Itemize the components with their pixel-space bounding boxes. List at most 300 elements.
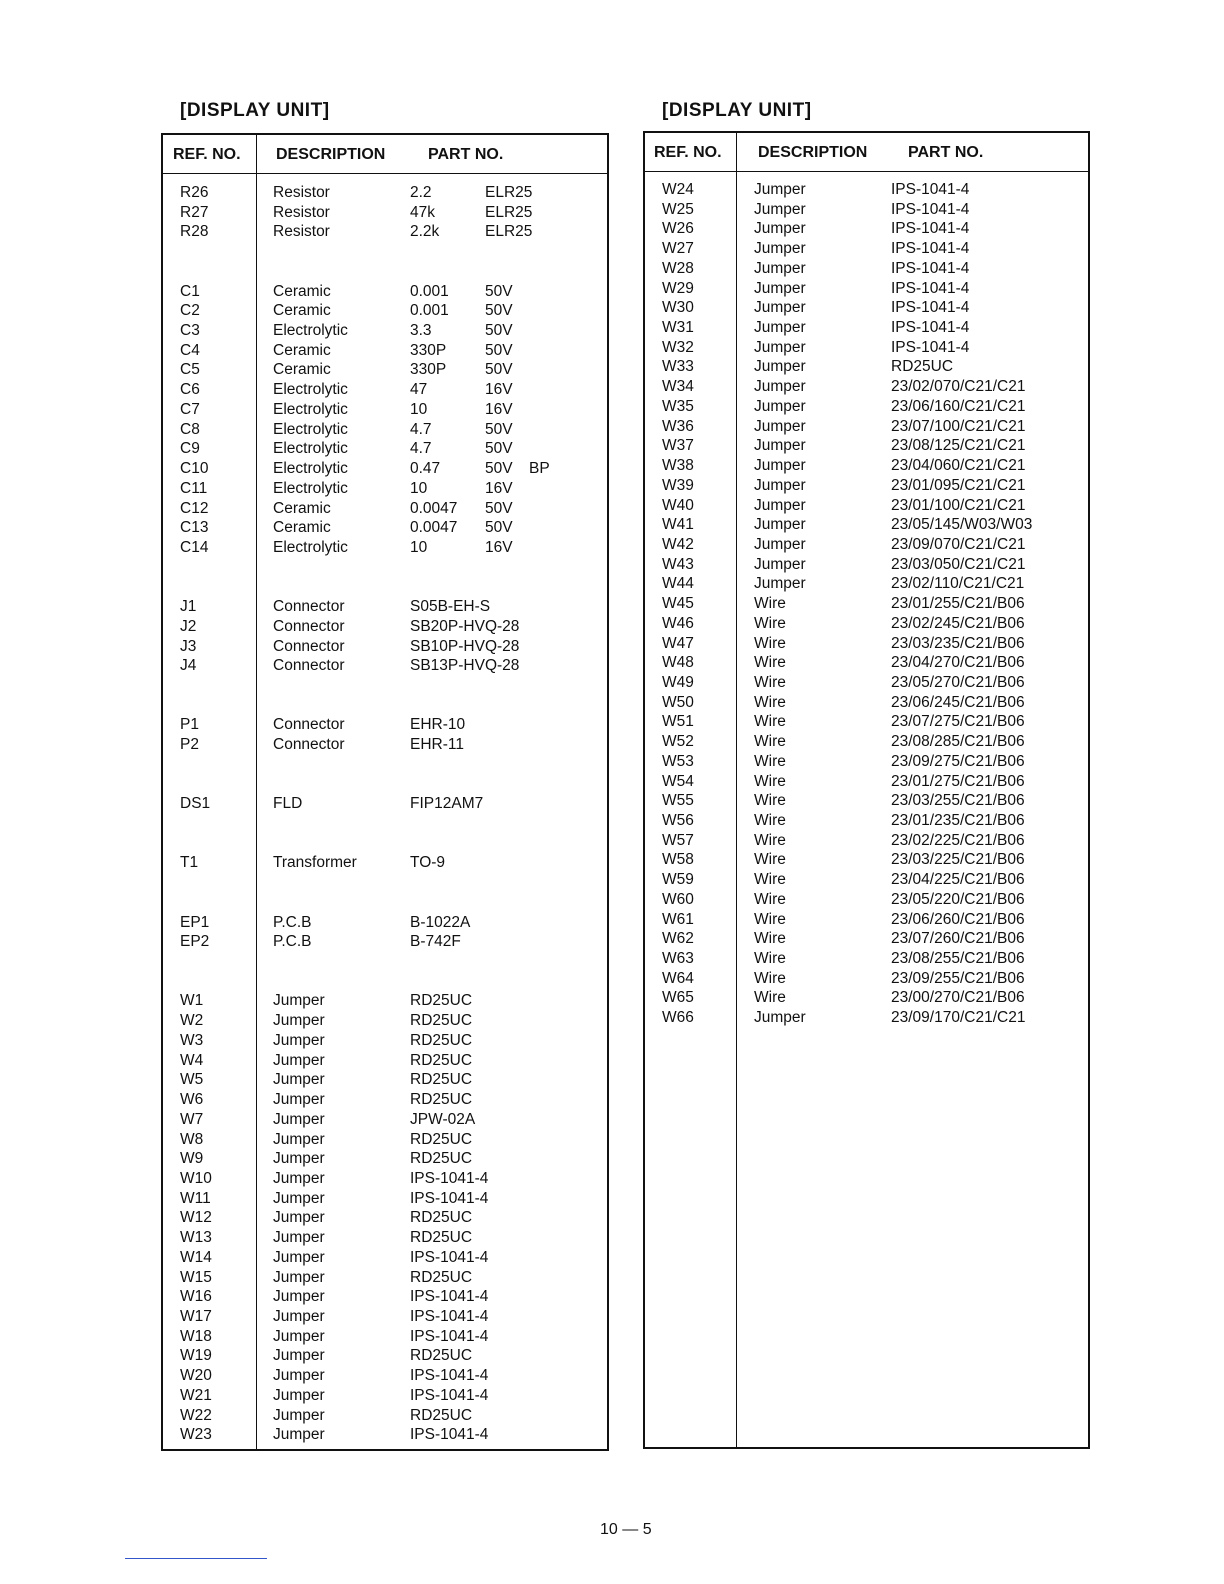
rating-cell: 50V (485, 420, 513, 438)
desc-cell: Jumper (754, 535, 806, 553)
ref-cell: C8 (180, 420, 200, 438)
table-row (163, 814, 607, 834)
desc-cell: Jumper (273, 1386, 325, 1404)
table-row (645, 791, 1088, 811)
desc-cell: Jumper (754, 496, 806, 514)
ref-cell: C2 (180, 302, 200, 320)
table-row (645, 476, 1088, 496)
table-row (163, 1406, 607, 1426)
table-row (163, 794, 607, 814)
table-row (645, 732, 1088, 752)
part-cell: 23/09/275/C21/B06 (891, 752, 1025, 770)
part-cell: 23/02/225/C21/B06 (891, 831, 1025, 849)
desc-cell: Jumper (754, 279, 806, 297)
note-cell: BP (529, 460, 550, 478)
desc-cell: Connector (273, 716, 345, 734)
ref-cell: W12 (180, 1209, 212, 1227)
table-row (645, 614, 1088, 634)
part-cell: 23/04/270/C21/B06 (891, 654, 1025, 672)
table-row (645, 555, 1088, 575)
table-row (163, 282, 607, 302)
value-cell: RD25UC (410, 1268, 473, 1286)
desc-cell: Wire (754, 693, 786, 711)
part-cell: 23/01/235/C21/B06 (891, 812, 1025, 829)
part-cell: 23/01/100/C21/C21 (891, 496, 1026, 514)
left-header-divider (163, 173, 607, 174)
value-cell: 4.7 (410, 420, 432, 438)
table-row (163, 577, 607, 597)
value-cell: IPS-1041-4 (410, 1307, 489, 1325)
desc-cell: Jumper (273, 1071, 325, 1089)
ref-cell: C10 (180, 460, 209, 478)
table-row (645, 988, 1088, 1008)
desc-cell: Wire (754, 812, 786, 829)
ref-cell: W46 (662, 614, 694, 632)
part-cell: 23/00/270/C21/B06 (891, 989, 1025, 1007)
ref-cell: W51 (662, 713, 694, 731)
value-cell: B-742F (410, 933, 461, 951)
desc-cell: Jumper (273, 1367, 325, 1385)
part-cell: 23/01/255/C21/B06 (891, 595, 1025, 613)
table-row (163, 637, 607, 657)
left-section-title: [DISPLAY UNIT] (180, 100, 330, 121)
ref-cell: W48 (662, 654, 694, 672)
value-cell: RD25UC (410, 992, 473, 1010)
ref-cell: W49 (662, 673, 694, 691)
table-row (163, 518, 607, 538)
ref-cell: W7 (180, 1110, 204, 1128)
desc-cell: Jumper (273, 1209, 325, 1227)
ref-cell: W14 (180, 1248, 212, 1266)
ref-cell: W15 (180, 1268, 212, 1286)
ref-cell: W34 (662, 378, 694, 396)
left-header-desc: DESCRIPTION (276, 146, 386, 163)
part-cell: 23/09/070/C21/C21 (891, 535, 1026, 553)
desc-cell: Electrolytic (273, 381, 348, 399)
table-row (163, 301, 607, 321)
desc-cell: Jumper (273, 1426, 325, 1444)
desc-cell: P.C.B (273, 933, 312, 951)
desc-cell: Transformer (273, 854, 357, 872)
desc-cell: Jumper (754, 417, 806, 435)
value-cell: TO-9 (410, 854, 446, 872)
table-row (163, 420, 607, 440)
part-cell: 23/08/125/C21/C21 (891, 437, 1026, 455)
desc-cell: Wire (754, 890, 786, 908)
rating-cell: 50V (485, 460, 513, 478)
desc-cell: Jumper (754, 220, 806, 238)
part-cell: 23/02/070/C21/C21 (891, 378, 1026, 396)
value-cell: 10 (410, 400, 428, 418)
ref-cell: J3 (180, 637, 197, 655)
ref-cell: W2 (180, 1012, 204, 1030)
table-row (645, 180, 1088, 200)
part-cell: 23/08/255/C21/B06 (891, 950, 1025, 968)
table-row (645, 298, 1088, 318)
ref-cell: W20 (180, 1367, 212, 1385)
table-row (163, 991, 607, 1011)
value-cell: 0.47 (410, 460, 441, 478)
value-cell: RD25UC (410, 1406, 473, 1424)
ref-cell: W43 (662, 555, 694, 573)
ref-cell: W24 (662, 181, 694, 198)
value-cell: IPS-1041-4 (410, 1189, 489, 1207)
table-row (163, 1011, 607, 1031)
value-cell: 10 (410, 538, 428, 556)
ref-cell: C4 (180, 341, 200, 359)
value-cell: SB13P-HVQ-28 (410, 657, 520, 675)
table-row (163, 558, 607, 578)
part-cell: 23/06/260/C21/B06 (891, 910, 1025, 928)
table-row (645, 200, 1088, 220)
value-cell: B-1022A (410, 913, 471, 931)
part-cell: IPS-1041-4 (891, 240, 970, 258)
value-cell: 3.3 (410, 322, 432, 340)
ref-cell: W58 (662, 851, 694, 869)
desc-cell: Ceramic (273, 519, 331, 537)
desc-cell: Electrolytic (273, 420, 348, 438)
table-row (645, 772, 1088, 792)
ref-cell: W6 (180, 1091, 204, 1109)
table-row (163, 262, 607, 282)
desc-cell: Wire (754, 772, 786, 790)
table-row (645, 496, 1088, 516)
rating-cell: 50V (485, 519, 513, 537)
table-row (163, 538, 607, 558)
desc-cell: Resistor (273, 223, 330, 241)
desc-cell: Wire (754, 713, 786, 731)
table-row (163, 1287, 607, 1307)
desc-cell: Electrolytic (273, 479, 348, 497)
part-cell: 23/06/160/C21/C21 (891, 397, 1026, 415)
table-row (163, 499, 607, 519)
part-cell: 23/04/060/C21/C21 (891, 457, 1026, 475)
rating-cell: 50V (485, 302, 513, 320)
table-row (163, 1070, 607, 1090)
value-cell: 47 (410, 381, 428, 399)
table-row (163, 1248, 607, 1268)
page-number: 10 — 5 (600, 1521, 652, 1538)
table-row (163, 715, 607, 735)
desc-cell: Electrolytic (273, 460, 348, 478)
right-rows (645, 180, 1088, 1028)
table-row (163, 439, 607, 459)
desc-cell: Jumper (754, 378, 806, 396)
rating-cell: 16V (485, 381, 513, 399)
ref-cell: W4 (180, 1051, 204, 1069)
part-cell: 23/09/170/C21/C21 (891, 1009, 1026, 1027)
table-row (645, 811, 1088, 831)
table-row (163, 873, 607, 893)
right-header-ref: REF. NO. (654, 144, 722, 161)
ref-cell: C11 (180, 479, 208, 497)
ref-cell: C6 (180, 381, 200, 399)
part-cell: 23/09/255/C21/B06 (891, 969, 1025, 987)
value-cell: RD25UC (410, 1347, 473, 1365)
desc-cell: Wire (754, 595, 786, 613)
table-row (163, 1051, 607, 1071)
table-row (645, 752, 1088, 772)
left-rows (163, 183, 607, 1445)
desc-cell: Electrolytic (273, 440, 348, 458)
desc-cell: Jumper (273, 1169, 325, 1187)
part-cell: 23/08/285/C21/B06 (891, 733, 1025, 751)
ref-cell: W57 (662, 831, 694, 849)
table-row (645, 890, 1088, 910)
table-row (645, 417, 1088, 437)
desc-cell: FLD (273, 795, 303, 813)
desc-cell: Jumper (273, 992, 325, 1010)
table-row (163, 222, 607, 242)
value-cell: 330P (410, 361, 447, 379)
desc-cell: Wire (754, 634, 786, 652)
desc-cell: Connector (273, 637, 345, 655)
table-row (163, 755, 607, 775)
rating-cell: 16V (485, 400, 513, 418)
ref-cell: DS1 (180, 795, 211, 813)
rating-cell: ELR25 (485, 184, 533, 201)
desc-cell: Ceramic (273, 302, 331, 320)
table-row (645, 870, 1088, 890)
rating-cell: 50V (485, 361, 513, 379)
part-cell: 23/04/225/C21/B06 (891, 871, 1025, 889)
ref-cell: W22 (180, 1406, 212, 1424)
desc-cell: Jumper (754, 358, 806, 376)
desc-cell: Ceramic (273, 499, 331, 517)
ref-cell: W35 (662, 397, 694, 415)
table-row (645, 259, 1088, 279)
part-cell: 23/01/275/C21/B06 (891, 772, 1025, 790)
ref-cell: C14 (180, 538, 209, 556)
value-cell: IPS-1041-4 (410, 1248, 489, 1266)
value-cell: SB10P-HVQ-28 (410, 637, 520, 655)
table-row (163, 972, 607, 992)
ref-cell: W11 (180, 1189, 211, 1207)
table-row (645, 515, 1088, 535)
table-row (163, 203, 607, 223)
value-cell: 10 (410, 479, 428, 497)
part-cell: IPS-1041-4 (891, 181, 970, 198)
ref-cell: W55 (662, 792, 694, 810)
desc-cell: Jumper (273, 1229, 325, 1247)
ref-cell: W8 (180, 1130, 204, 1148)
desc-cell: Jumper (273, 1347, 325, 1365)
ref-cell: W28 (662, 259, 694, 277)
desc-cell: Wire (754, 654, 786, 672)
ref-cell: W36 (662, 417, 694, 435)
ref-cell: R27 (180, 203, 209, 221)
part-cell: 23/03/255/C21/B06 (891, 792, 1025, 810)
part-cell: IPS-1041-4 (891, 220, 970, 238)
value-cell: S05B-EH-S (410, 598, 491, 616)
ref-cell: W32 (662, 338, 694, 356)
ref-cell: W21 (180, 1386, 212, 1404)
desc-cell: Jumper (754, 259, 806, 277)
value-cell: RD25UC (410, 1091, 473, 1109)
desc-cell: Wire (754, 950, 786, 968)
ref-cell: EP1 (180, 913, 210, 931)
desc-cell: Jumper (754, 437, 806, 455)
table-row (163, 853, 607, 873)
part-cell: 23/05/220/C21/B06 (891, 890, 1025, 908)
ref-cell: W52 (662, 733, 694, 751)
left-header-ref: REF. NO. (173, 146, 241, 163)
ref-cell: W39 (662, 476, 694, 494)
ref-cell: T1 (180, 854, 199, 872)
table-row (163, 735, 607, 755)
part-cell: IPS-1041-4 (891, 299, 970, 317)
value-cell: 2.2 (410, 184, 432, 201)
value-cell: RD25UC (410, 1209, 473, 1227)
desc-cell: Jumper (754, 299, 806, 317)
desc-cell: Jumper (273, 1307, 325, 1325)
table-row (163, 479, 607, 499)
desc-cell: Connector (273, 617, 345, 635)
part-cell: 23/07/275/C21/B06 (891, 713, 1025, 731)
right-header-desc: DESCRIPTION (758, 144, 868, 161)
desc-cell: Jumper (273, 1189, 325, 1207)
table-row (163, 242, 607, 262)
rating-cell: 50V (485, 499, 513, 517)
desc-cell: Jumper (273, 1327, 325, 1345)
ref-cell: W30 (662, 299, 694, 317)
desc-cell: Jumper (273, 1150, 325, 1168)
ref-cell: C7 (180, 400, 200, 418)
table-row (163, 459, 607, 479)
value-cell: RD25UC (410, 1229, 473, 1247)
table-row (645, 949, 1088, 969)
table-row (645, 535, 1088, 555)
value-cell: RD25UC (410, 1012, 473, 1030)
table-row (645, 594, 1088, 614)
table-row (645, 673, 1088, 693)
desc-cell: Wire (754, 614, 786, 632)
ref-cell: W42 (662, 535, 694, 553)
right-parts-table (643, 131, 1090, 1449)
table-row (163, 1149, 607, 1169)
left-parts-table (161, 133, 609, 1451)
table-row (645, 653, 1088, 673)
ref-cell: W60 (662, 890, 694, 908)
table-row (163, 597, 607, 617)
ref-cell: W3 (180, 1031, 204, 1049)
table-row (163, 1386, 607, 1406)
table-row (163, 1327, 607, 1347)
ref-cell: J2 (180, 617, 197, 635)
desc-cell: Jumper (754, 200, 806, 218)
desc-cell: Jumper (754, 476, 806, 494)
table-row (645, 634, 1088, 654)
desc-cell: Jumper (273, 1130, 325, 1148)
ref-cell: W65 (662, 989, 694, 1007)
ref-cell: W25 (662, 200, 694, 218)
desc-cell: Jumper (754, 397, 806, 415)
table-row (645, 397, 1088, 417)
rating-cell: ELR25 (485, 223, 533, 241)
ref-cell: R26 (180, 184, 209, 201)
ref-cell: W23 (180, 1426, 212, 1444)
value-cell: IPS-1041-4 (410, 1367, 489, 1385)
table-row (645, 239, 1088, 259)
value-cell: IPS-1041-4 (410, 1169, 489, 1187)
desc-cell: Jumper (754, 575, 806, 593)
ref-cell: W41 (662, 516, 694, 534)
rating-cell: ELR25 (485, 203, 533, 221)
table-row (163, 1208, 607, 1228)
desc-cell: P.C.B (273, 913, 312, 931)
table-row (645, 357, 1088, 377)
ref-cell: W66 (662, 1009, 694, 1027)
part-cell: IPS-1041-4 (891, 279, 970, 297)
value-cell: RD25UC (410, 1031, 473, 1049)
table-row (163, 913, 607, 933)
table-row (645, 219, 1088, 239)
desc-cell: Jumper (754, 555, 806, 573)
ref-cell: W29 (662, 279, 694, 297)
ref-cell: W37 (662, 437, 694, 455)
part-cell: IPS-1041-4 (891, 200, 970, 218)
table-row (645, 574, 1088, 594)
value-cell: 0.0047 (410, 499, 458, 517)
table-row (645, 929, 1088, 949)
value-cell: 330P (410, 341, 447, 359)
value-cell: 4.7 (410, 440, 432, 458)
desc-cell: Jumper (754, 181, 806, 198)
table-row (163, 400, 607, 420)
value-cell: IPS-1041-4 (410, 1288, 489, 1306)
table-row (163, 775, 607, 795)
ref-cell: W50 (662, 693, 694, 711)
ref-cell: W27 (662, 240, 694, 258)
table-row (163, 380, 607, 400)
table-row (163, 1366, 607, 1386)
desc-cell: Connector (273, 657, 345, 675)
table-row (645, 712, 1088, 732)
rating-cell: 50V (485, 341, 513, 359)
value-cell: 0.0047 (410, 519, 458, 537)
ref-cell: W16 (180, 1288, 212, 1306)
right-section-title: [DISPLAY UNIT] (662, 100, 812, 121)
rating-cell: 16V (485, 479, 513, 497)
rating-cell: 50V (485, 322, 513, 340)
ref-cell: W31 (662, 319, 694, 337)
ref-cell: J4 (180, 657, 197, 675)
value-cell: 2.2k (410, 223, 440, 241)
desc-cell: Wire (754, 989, 786, 1007)
desc-cell: Jumper (273, 1051, 325, 1069)
desc-cell: Wire (754, 733, 786, 751)
table-row (163, 183, 607, 203)
ref-cell: W38 (662, 457, 694, 475)
ref-cell: C1 (180, 282, 200, 300)
value-cell: RD25UC (410, 1071, 473, 1089)
table-row (163, 360, 607, 380)
table-row (645, 436, 1088, 456)
ref-cell: W53 (662, 752, 694, 770)
value-cell: 47k (410, 203, 435, 221)
value-cell: EHR-10 (410, 716, 466, 734)
ref-cell: W59 (662, 871, 694, 889)
table-row (163, 1130, 607, 1150)
desc-cell: Jumper (754, 516, 806, 534)
value-cell: SB20P-HVQ-28 (410, 617, 520, 635)
desc-cell: Jumper (754, 240, 806, 258)
ref-cell: EP2 (180, 933, 210, 951)
rating-cell: 50V (485, 440, 513, 458)
table-row (163, 893, 607, 913)
ref-cell: W61 (662, 910, 694, 928)
ref-cell: R28 (180, 223, 209, 241)
